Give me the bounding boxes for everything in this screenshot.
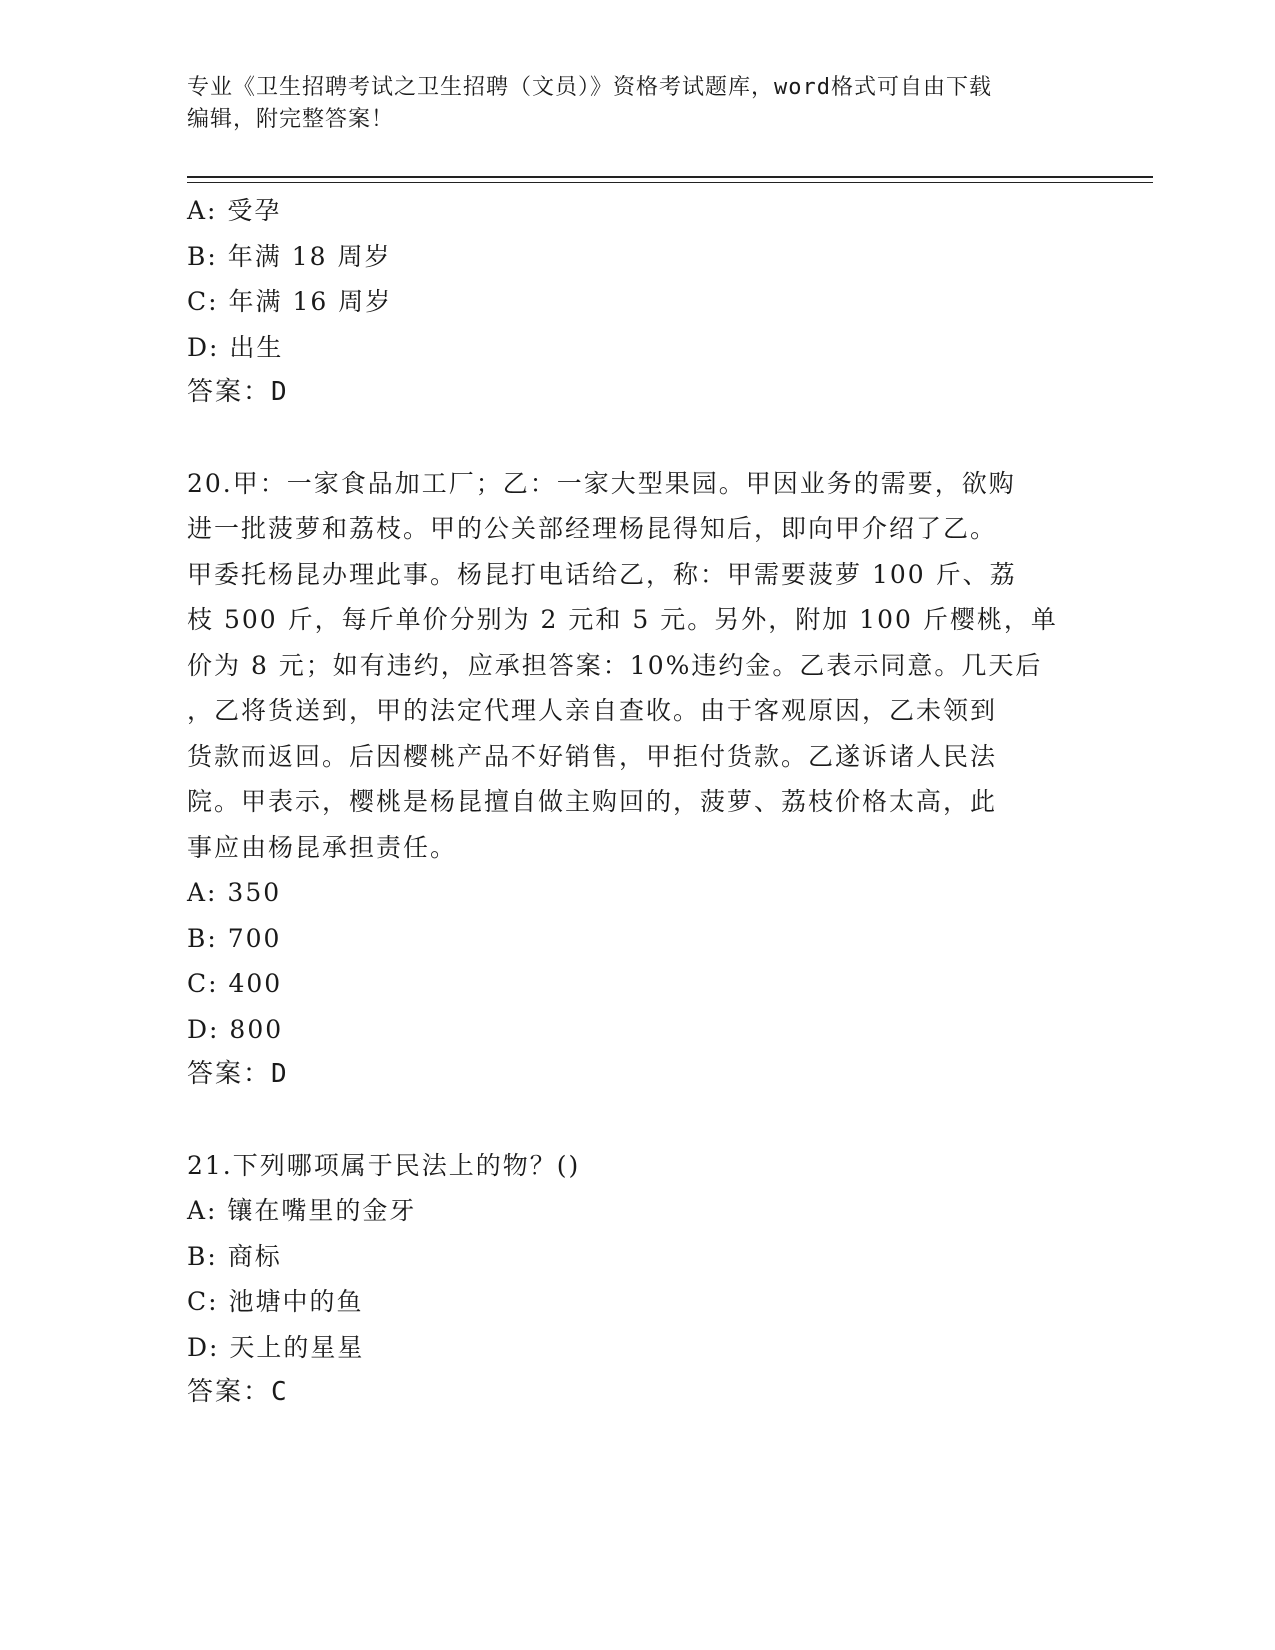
question-stem: 21.下列哪项属于民法上的物？() bbox=[187, 1150, 581, 1180]
header-divider-thick bbox=[187, 176, 1153, 178]
question-20 bbox=[187, 461, 1067, 1098]
question-stem-line: 20.甲：一家食品加工厂；乙：一家大型果园。甲因业务的需要，欲购 bbox=[187, 468, 1016, 498]
question-stem-line: 事应由杨昆承担责任。 bbox=[187, 832, 458, 862]
question-content bbox=[187, 188, 1087, 1416]
header-divider-thin bbox=[187, 182, 1153, 183]
question-19 bbox=[187, 188, 1087, 416]
option-c: C: 400 bbox=[187, 969, 283, 998]
option-a: A: 镶在嘴里的金牙 bbox=[187, 1196, 417, 1225]
option-b: B: 年满 18 周岁 bbox=[187, 241, 392, 271]
question-stem-line: 货款而返回。后因樱桃产品不好销售，甲拒付货款。乙遂诉诸人民法 bbox=[187, 741, 998, 771]
answer: 答案：D bbox=[187, 377, 289, 407]
question-stem-line: 价为 8 元；如有违约，应承担答案：10%违约金。乙表示同意。几天后 bbox=[187, 650, 1043, 680]
option-d: D: 天上的星星 bbox=[187, 1332, 365, 1362]
option-d: D: 800 bbox=[187, 1014, 284, 1044]
question-stem-line: 甲委托杨昆办理此事。杨昆打电话给乙，称：甲需要菠萝 100 斤、荔 bbox=[187, 559, 1017, 589]
option-b: B: 商标 bbox=[187, 1241, 282, 1271]
question-stem-line: 枝 500 斤，每斤单价分别为 2 元和 5 元。另外，附加 100 斤樱桃，单 bbox=[187, 605, 1058, 634]
question-21 bbox=[187, 1143, 1067, 1416]
option-a: A: 受孕 bbox=[187, 196, 282, 225]
option-c: C: 池塘中的鱼 bbox=[187, 1287, 364, 1316]
document-header bbox=[187, 72, 1067, 136]
answer: 答案：D bbox=[187, 1059, 289, 1089]
header-line-2: 编辑，附完整答案！ bbox=[187, 107, 395, 132]
question-stem-line: ，乙将货送到，甲的法定代理人亲自查收。由于客观原因，乙未领到 bbox=[187, 696, 998, 725]
option-b: B: 700 bbox=[187, 923, 282, 953]
answer: 答案：C bbox=[187, 1377, 289, 1407]
option-c: C: 年满 16 周岁 bbox=[187, 287, 393, 316]
header-line-1: 专业《卫生招聘考试之卫生招聘（文员）》资格考试题库，word格式可自由下载 bbox=[187, 75, 992, 100]
question-stem-line: 进一批菠萝和荔枝。甲的公关部经理杨昆得知后，即向甲介绍了乙。 bbox=[187, 514, 998, 543]
option-d: D: 出生 bbox=[187, 332, 284, 362]
option-a: A: 350 bbox=[187, 878, 282, 907]
question-stem-line: 院。甲表示，樱桃是杨昆擅自做主购回的，菠萝、荔枝价格太高，此 bbox=[187, 787, 998, 816]
